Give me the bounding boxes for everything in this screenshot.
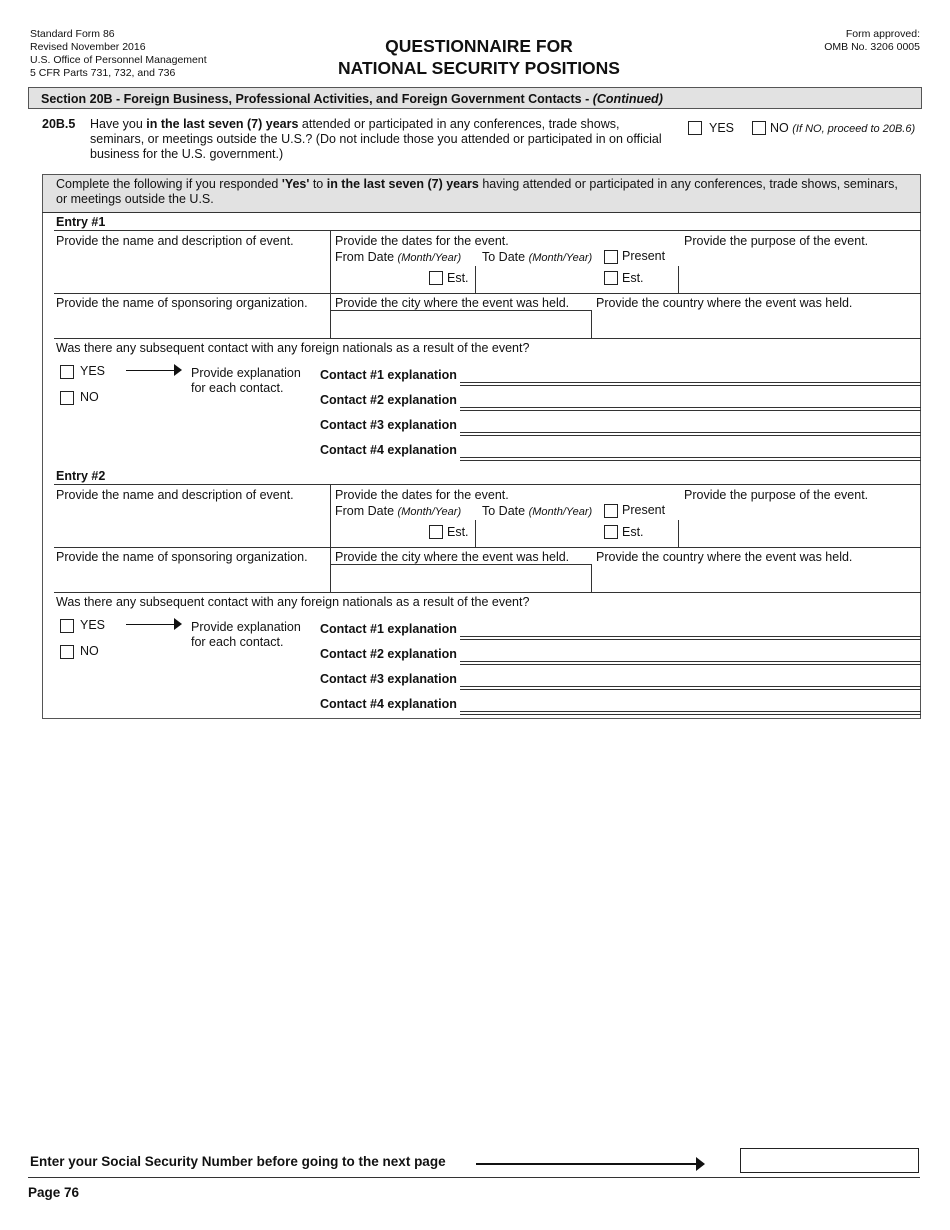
from-est-label: Est.	[447, 271, 469, 285]
contact-explanation-label: Contact #3 explanation	[320, 672, 457, 686]
explain-line1: Provide explanation	[191, 620, 301, 634]
question-no-note: (If NO, proceed to 20B.6)	[792, 123, 916, 135]
present-checkbox[interactable]	[604, 250, 618, 264]
dates-label: Provide the dates for the event.	[335, 488, 509, 502]
to-date-format: (Month/Year)	[528, 252, 593, 264]
arrow-line	[126, 370, 174, 371]
contact-explanation-input[interactable]	[460, 666, 920, 688]
instruction-yes: 'Yes'	[281, 177, 310, 191]
contact-question: Was there any subsequent contact with any foreign nationals as a result of the event?	[56, 595, 530, 609]
contact-explanation-label: Contact #3 explanation	[320, 418, 457, 432]
contact-explanation-label: Contact #4 explanation	[320, 443, 457, 457]
to-date-label: To Date	[482, 250, 526, 264]
to-date-input[interactable]	[480, 520, 677, 546]
title-line-1: QUESTIONNAIRE FOR	[385, 36, 573, 56]
instruction-post: having attended or participated in any conferences, trade shows, seminars,	[478, 177, 898, 191]
title-line-2: NATIONAL SECURITY POSITIONS	[338, 58, 620, 78]
arrow-right-icon	[696, 1157, 705, 1171]
contact-explanation-input[interactable]	[460, 437, 920, 459]
explain-line1: Provide explanation	[191, 366, 301, 380]
instruction-pre: Complete the following if you responded	[56, 177, 282, 191]
from-est-label: Est.	[447, 525, 469, 539]
contact-no-label: NO	[80, 644, 99, 658]
contact-explanation-label: Contact #2 explanation	[320, 393, 457, 407]
from-date-label: From Date	[335, 250, 395, 264]
present-label: Present	[622, 503, 666, 517]
question-yes-checkbox[interactable]	[688, 121, 702, 135]
approval-line-2: OMB No. 3206 0005	[824, 41, 920, 53]
contact-no-checkbox[interactable]	[60, 645, 74, 659]
city-input[interactable]	[335, 566, 587, 590]
question-number: 20B.5	[42, 117, 76, 131]
to-est-label: Est.	[622, 525, 644, 539]
contact-no-checkbox[interactable]	[60, 391, 74, 405]
form-id-line: U.S. Office of Personnel Management	[30, 54, 207, 66]
to-date-input[interactable]	[480, 266, 677, 292]
event-name-input[interactable]	[56, 250, 324, 292]
to-date-label: To Date	[482, 504, 526, 518]
question-yes-label: YES	[709, 121, 735, 135]
contact-yes-checkbox[interactable]	[60, 619, 74, 633]
question-no-checkbox[interactable]	[752, 121, 766, 135]
arrow-line	[126, 624, 174, 625]
purpose-input[interactable]	[684, 504, 918, 546]
contact-explanation-input[interactable]	[460, 641, 920, 663]
contact-yes-label: YES	[80, 364, 106, 378]
contact-explanation-label: Contact #4 explanation	[320, 697, 457, 711]
explain-line2: for each contact.	[191, 381, 284, 395]
to-est-label: Est.	[622, 271, 644, 285]
section-title-bar	[28, 87, 922, 109]
question-text-post: attended or participated in any conferences, trade shows,	[298, 117, 620, 131]
entry-title: Entry #2	[56, 469, 106, 483]
ssn-arrow-line	[476, 1163, 698, 1165]
present-checkbox[interactable]	[604, 504, 618, 518]
city-label: Provide the city where the event was held.	[335, 550, 570, 564]
contact-question: Was there any subsequent contact with any foreign nationals as a result of the event?	[56, 341, 530, 355]
section-continued: (Continued)	[592, 92, 663, 106]
sponsor-input[interactable]	[56, 566, 324, 590]
purpose-input[interactable]	[684, 250, 918, 292]
page-title	[0, 35, 950, 79]
event-name-input[interactable]	[56, 504, 324, 546]
question-text-pre: Have you	[90, 117, 147, 131]
arrow-right-icon	[174, 618, 182, 630]
approval-line-1: Form approved:	[845, 28, 920, 40]
instruction-bar	[43, 175, 920, 212]
to-date-format: (Month/Year)	[528, 506, 593, 518]
contact-explanation-label: Contact #1 explanation	[320, 622, 457, 636]
present-label: Present	[622, 249, 666, 263]
contact-explanation-input[interactable]	[460, 387, 920, 409]
contact-explanation-input[interactable]	[460, 691, 920, 713]
country-input[interactable]	[596, 566, 918, 590]
sponsor-label: Provide the name of sponsoring organization.	[56, 550, 308, 564]
country-label: Provide the country where the event was held.	[596, 550, 853, 564]
contact-explanation-input[interactable]	[460, 616, 920, 638]
country-input[interactable]	[596, 312, 918, 336]
question-text	[90, 117, 680, 162]
purpose-label: Provide the purpose of the event.	[684, 488, 869, 502]
form-id-line: Standard Form 86	[30, 28, 115, 40]
contact-explanation-input[interactable]	[460, 362, 920, 384]
event-name-label: Provide the name and description of event.	[56, 234, 294, 248]
from-date-format: (Month/Year)	[397, 506, 462, 518]
instruction-mid: to	[309, 177, 327, 191]
contact-yes-label: YES	[80, 618, 106, 632]
sponsor-label: Provide the name of sponsoring organization.	[56, 296, 308, 310]
instruction-bold: in the last seven (7) years	[326, 177, 479, 191]
event-name-label: Provide the name and description of event.	[56, 488, 294, 502]
question-no-label: NO	[770, 121, 789, 135]
from-est-checkbox[interactable]	[429, 525, 443, 539]
question-text-line2: seminars, or meetings outside the U.S.? (Do not include those you attended or participated in on official	[90, 132, 662, 146]
contact-no-label: NO	[80, 390, 99, 404]
ssn-prompt: Enter your Social Security Number before going to the next page	[30, 1154, 446, 1169]
dates-label: Provide the dates for the event.	[335, 234, 509, 248]
explain-line2: for each contact.	[191, 635, 284, 649]
section-title: Section 20B - Foreign Business, Professional Activities, and Foreign Government Contacts -	[41, 92, 593, 106]
contact-yes-checkbox[interactable]	[60, 365, 74, 379]
city-label: Provide the city where the event was held.	[335, 296, 570, 310]
country-label: Provide the country where the event was held.	[596, 296, 853, 310]
omb-approval	[824, 28, 920, 54]
question-text-line3: business for the U.S. government.)	[90, 147, 284, 161]
arrow-right-icon	[174, 364, 182, 376]
to-est-checkbox[interactable]	[604, 525, 618, 539]
contact-explanation-input[interactable]	[460, 412, 920, 434]
question-text-bold: in the last seven (7) years	[146, 117, 299, 131]
entry-title: Entry #1	[56, 215, 106, 229]
to-est-checkbox[interactable]	[604, 271, 618, 285]
sponsor-input[interactable]	[56, 312, 324, 336]
contact-explanation-label: Contact #1 explanation	[320, 368, 457, 382]
form-id-line: 5 CFR Parts 731, 732, and 736	[30, 67, 176, 79]
ssn-input[interactable]	[740, 1148, 919, 1173]
purpose-label: Provide the purpose of the event.	[684, 234, 869, 248]
form-id-line: Revised November 2016	[30, 41, 146, 53]
page-number: Page 76	[28, 1185, 80, 1200]
city-input[interactable]	[335, 312, 587, 336]
contact-explanation-label: Contact #2 explanation	[320, 647, 457, 661]
from-est-checkbox[interactable]	[429, 271, 443, 285]
instruction-line2: or meetings outside the U.S.	[56, 192, 214, 206]
from-date-format: (Month/Year)	[397, 252, 462, 264]
from-date-label: From Date	[335, 504, 395, 518]
